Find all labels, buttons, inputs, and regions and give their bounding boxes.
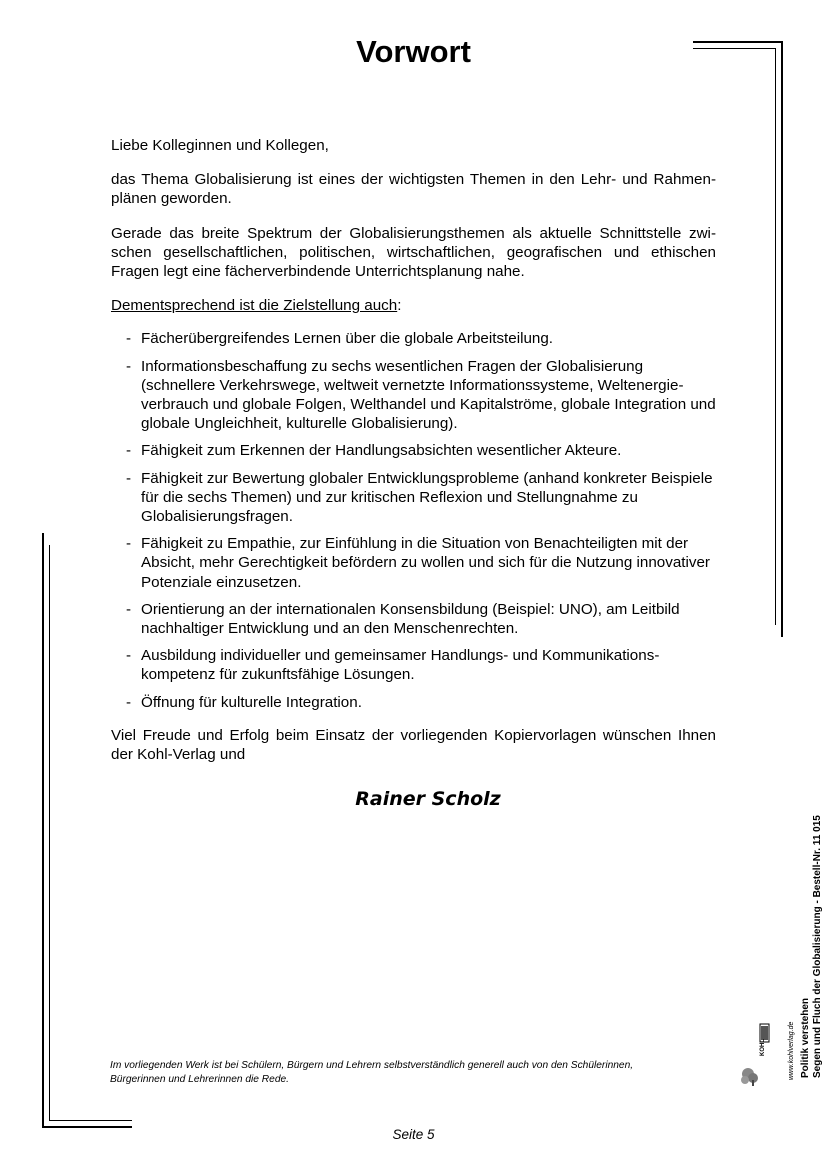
book-title-order-number: Segen und Fluch der Globalisierung - Bestell-Nr. 11 015 xyxy=(812,815,823,1078)
spectrum-paragraph: Gerade das breite Spektrum der Globalisierungsthemen als aktuelle Schnittstelle zwischen gesellschaftlichen, politischen, wirtschaftlichen, geografischen und ethischen Fragen legt eine fächerverbindende Unterrichtsplanung nahe. xyxy=(111,224,716,281)
goal-item: - Ausbildung individueller und gemeinsamer Handlungs- und Kommunikationskompetenz für zukunftsfähige Lösungen. xyxy=(126,647,660,684)
kohl-verlag-logo xyxy=(740,1022,770,1086)
goal-item: - Öffnung für kulturelle Integration. xyxy=(126,693,362,711)
goal-item: - Fähigkeit zur Bewertung globaler Entwicklungsprobleme (anhand konkreter Beispiele für die sechs Themen) und zur kritischen Reflexion und Stellungnahme zu Globalisierungsfragen. xyxy=(126,469,713,526)
goals-lead-colon: : xyxy=(397,297,402,315)
intro-paragraph: das Thema Globalisierung ist eines der wichtigsten Themen in den Lehr- und Rahmenplänen geworden. xyxy=(111,171,716,208)
frame-bottom-left-outer-v xyxy=(42,533,44,1128)
goal-item: - Fächerübergreifendes Lernen über die globale Arbeitsteilung. xyxy=(126,330,554,348)
goals-lead-text: Dementsprechend ist die Zielstellung auch xyxy=(111,297,398,315)
frame-bottom-left-inner-h xyxy=(49,1120,132,1121)
signature: Rainer Scholz xyxy=(355,788,501,810)
goals-list xyxy=(111,329,716,711)
frame-top-right-inner-v xyxy=(775,48,776,625)
frame-bottom-left-inner-v xyxy=(49,545,50,1121)
goals-lead xyxy=(111,296,716,315)
series-name: Politik verstehen xyxy=(800,997,811,1078)
foreword-body xyxy=(111,136,716,779)
publisher-website: www.kohlverlag.de xyxy=(788,1021,795,1080)
logo-text: KOHL xyxy=(760,1039,766,1056)
goal-item: - Informationsbeschaffung zu sechs wesentlichen Fragen der Globalisierung (schnellere Verkehrswege, weltweit vernetzte Informationssysteme, Weltenergieverbrauch und globale Folgen, Welthandel und Kapitalströme, globale Integration und globale Ungleichheit, kulturelle Globalisierung). xyxy=(126,357,716,433)
goal-item: - Orientierung an der internationalen Konsensbildung (Beispiel: UNO), am Leitbild nachhaltiger Entwicklung und an den Menschenrechten. xyxy=(126,600,680,638)
goal-item: - Fähigkeit zu Empathie, zur Einfühlung in die Situation von Benachteiligten mit der Absicht, mehr Gerechtigkeit befördern zu wollen und sich für die Nutzung innovativer Potenziale einzusetzen. xyxy=(126,535,710,591)
page-number: Seite 5 xyxy=(392,1127,435,1142)
greeting: Liebe Kolleginnen und Kollegen, xyxy=(111,137,329,154)
frame-top-right-outer-v xyxy=(781,41,783,637)
goal-item: - Fähigkeit zum Erkennen der Handlungsabsichten wesentlicher Akteure. xyxy=(126,442,622,460)
page-title: Vorwort xyxy=(356,34,471,69)
gender-footnote: Im vorliegenden Werk ist bei Schülern, Bürgern und Lehrern selbstverständlich generell auch von den Schülerinnen, Bürgerinnen und Lehrerinnen die Rede. xyxy=(110,1060,634,1085)
closing-paragraph: Viel Freude und Erfolg beim Einsatz der vorliegenden Kopiervorlagen wünschen Ihnen der Kohl-Verlag und xyxy=(111,726,716,764)
publisher-sidebar xyxy=(800,815,824,1078)
